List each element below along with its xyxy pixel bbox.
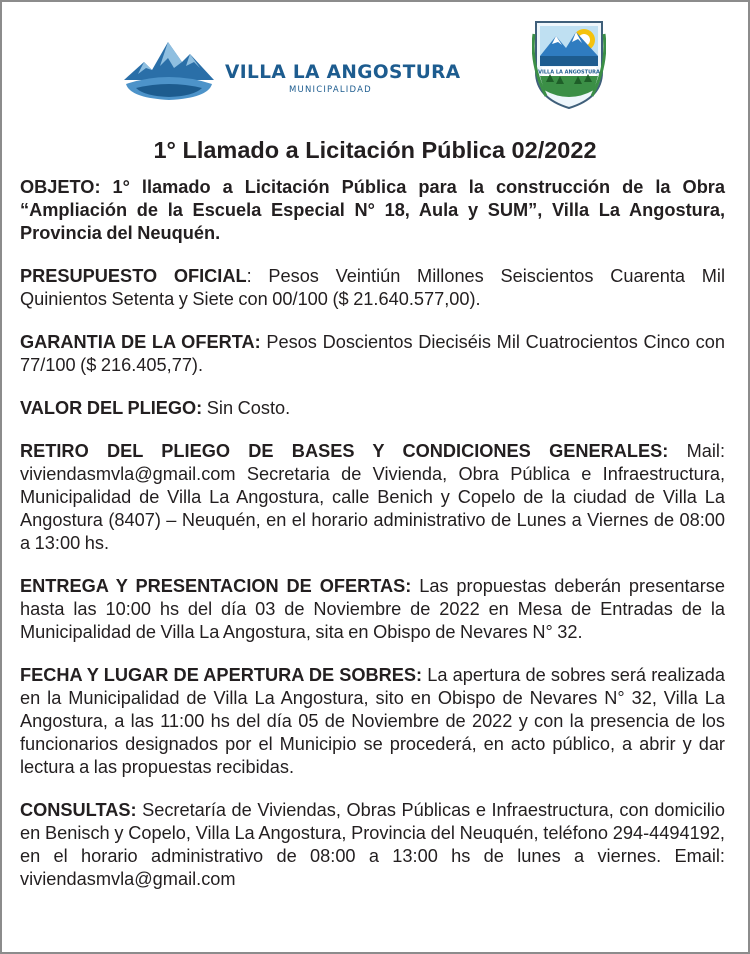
entrega-paragraph xyxy=(20,575,725,644)
presupuesto-label: PRESUPUESTO OFICIAL xyxy=(20,266,247,286)
entrega-text: Las propuestas deberán presentarse hasta las 10:00 hs del día 03 de Noviembre de 2022 en Mesa de Entradas de la Municipalidad de Villa La Angostura, sita en Obispo de Nevares N° 32. xyxy=(20,576,725,642)
garantia-label: GARANTIA DE LA OFERTA: xyxy=(20,332,261,352)
valor-pliego-text: Sin Costo. xyxy=(202,398,291,418)
objeto-paragraph: OBJETO: 1° llamado a Licitación Pública para la construcción de la Obra “Ampliación de la Escuela Especial N° 18, Aula y SUM”, Villa La Angostura, Provincia del Neuquén. xyxy=(20,177,725,243)
retiro-pliego-text: Mail: viviendasmvla@gmail.com Secretaria de Vivienda, Obra Pública e Infraestructura, Municipalidad de Villa La Angostura, calle Benich y Copelo de la ciudad de Villa La Angostura (8407) – Neuquén, en el horario administrativo de Lunes a Viernes de 08:00 a 13:00 hs. xyxy=(20,441,725,553)
garantia-paragraph xyxy=(20,331,725,377)
consultas-paragraph xyxy=(20,799,725,891)
retiro-pliego-label: RETIRO DEL PLIEGO DE BASES Y CONDICIONES GENERALES: xyxy=(20,441,669,461)
retiro-pliego-paragraph xyxy=(20,440,725,555)
apertura-paragraph xyxy=(20,664,725,779)
garantia-text: Pesos Doscientos Dieciséis Mil Cuatrocientos Cinco con 77/100 ($ 216.405,77). xyxy=(20,332,725,375)
presupuesto-text: : Pesos Veintiún Millones Seiscientos Cuarenta Mil Quinientos Setenta y Siete con 00/100 ($ 21.640.577,00). xyxy=(20,266,725,309)
crest-label: VILLA LA ANGOSTURA xyxy=(538,69,600,76)
municipal-logo xyxy=(122,36,472,102)
document-title: 1° Llamado a Licitación Pública 02/2022 xyxy=(153,137,597,163)
logo-subtitle: MUNICIPALIDAD xyxy=(289,85,372,95)
apertura-text: La apertura de sobres será realizada en la Municipalidad de Villa La Angostura, sito en Obispo de Nevares N° 32, Villa La Angostura, a las 11:00 hs del día 05 de Noviembre de 2022 y con la presencia de los funcionarios designados por el Municipio se procederá, en acto público, a abrir y dar lectura a las propuestas recibidas. xyxy=(20,665,725,777)
consultas-label: CONSULTAS: xyxy=(20,800,137,820)
apertura-label: FECHA Y LUGAR DE APERTURA DE SOBRES: xyxy=(20,665,423,685)
presupuesto-paragraph xyxy=(20,265,725,311)
valor-pliego-paragraph xyxy=(20,397,725,420)
entrega-label: ENTREGA Y PRESENTACION DE OFERTAS: xyxy=(20,576,412,596)
logo-title: VILLA LA ANGOSTURA xyxy=(225,62,461,83)
municipal-crest-icon xyxy=(532,14,606,110)
valor-pliego-label: VALOR DEL PLIEGO: xyxy=(20,398,203,418)
mountains-icon xyxy=(122,36,216,100)
notice-body xyxy=(20,176,725,911)
consultas-text: Secretaría de Viviendas, Obras Públicas e Infraestructura, con domicilio en Benisch y Copelo, Villa La Angostura, Provincia del Neuquén, teléfono 294-4494192, en el horario administrativo de 08:00 a 13:00 hs de lunes a viernes. Email: viviendasmvla@gmail.com xyxy=(20,800,725,889)
